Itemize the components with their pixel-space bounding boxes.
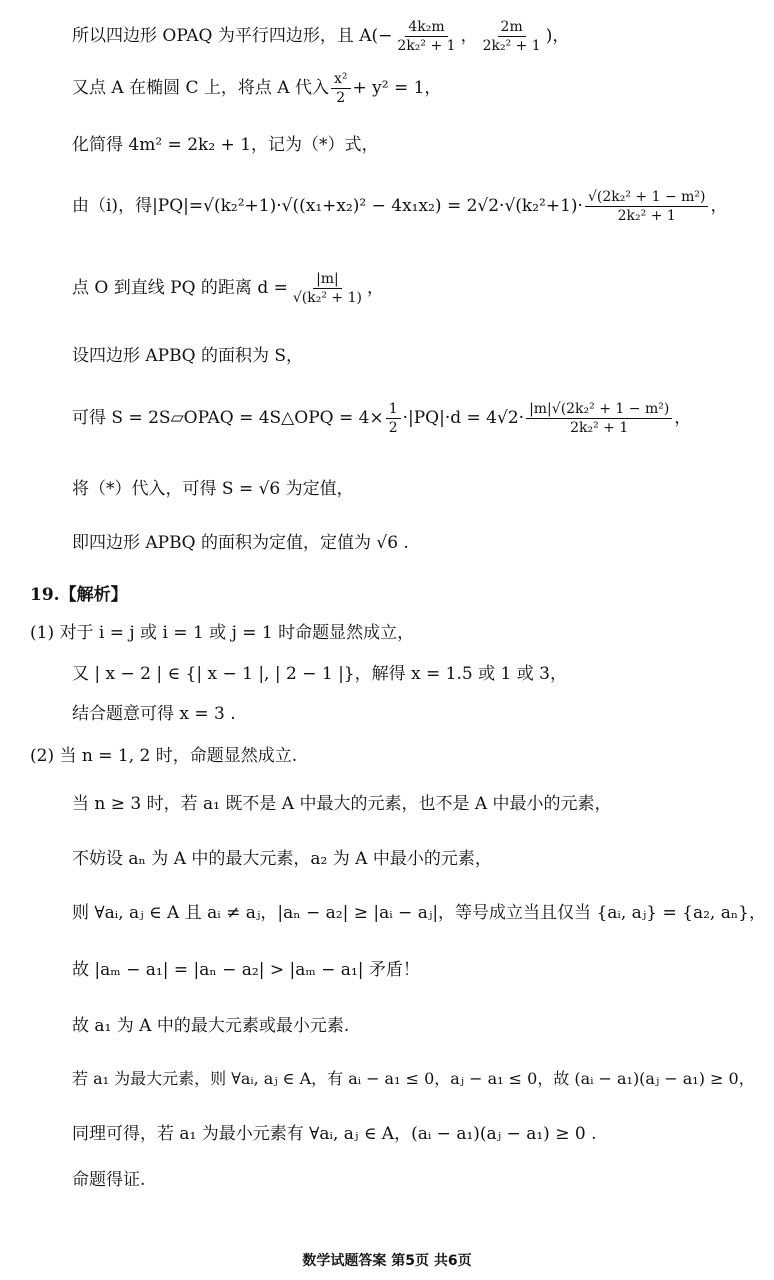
line-pq-length: 由（i)，得|PQ|=√(k₂²+1)·√((x₁+x₂)² − 4x₁x₂) = 2√2·√(k₂²+1)· $\frac{\text{√(2k₂² + 1 − m²)}}{\text{2k₂² + 1}}$ ， bbox=[72, 189, 728, 224]
fraction: $\frac{1}{2}$ bbox=[386, 402, 401, 435]
line-substitute: 又点 A 在椭圆 C 上，将点 A 代入 $\frac{\text{x²}}{2}$ + y² = 1， bbox=[72, 71, 442, 106]
fraction: $\frac{\text{x²}}{2}$ bbox=[331, 72, 351, 105]
line-parallelogram: 所以四边形 OPAQ 为平行四边形，且 A(− $\frac{\text{4k₂m}}{\text{2k₂² + 1}}$ ， $\frac{2m}{\text{2k₂² + 1}}$ )， bbox=[72, 19, 570, 54]
part2-line6: 故 a₁ 为 A 中的最大元素或最小元素. bbox=[72, 1016, 350, 1036]
part1-line1: (1) 对于 i = j 或 i = 1 或 j = 1 时命题显然成立， bbox=[30, 623, 415, 643]
part2-line1: (2) 当 n = 1, 2 时，命题显然成立. bbox=[30, 746, 298, 766]
line-area-def: 设四边形 APBQ 的面积为 S， bbox=[72, 346, 304, 366]
fraction: $\frac{\text{|m|√(2k₂² + 1 − m²)}}{\text{2k₂² + 1}}$ bbox=[526, 402, 672, 435]
part2-line5: 故 |aₘ − a₁| = |aₙ − a₂| > |aₘ − a₁| 矛盾！ bbox=[72, 960, 420, 980]
section-heading: 19.【解析】 bbox=[30, 585, 128, 605]
fraction: $\frac{\text{4k₂m}}{\text{2k₂² + 1}}$ bbox=[397, 19, 456, 54]
part2-line2: 当 n ≥ 3 时，若 a₁ 既不是 A 中最大的元素，也不是 A 中最小的元素， bbox=[72, 794, 612, 814]
part2-line8: 同理可得，若 a₁ 为最小元素有 ∀aᵢ, aⱼ ∈ A，(aᵢ − a₁)(aⱼ − a₁) ≥ 0 . bbox=[72, 1124, 597, 1144]
part2-line9: 命题得证. bbox=[72, 1170, 146, 1190]
part2-line4: 则 ∀aᵢ, aⱼ ∈ A 且 aᵢ ≠ aⱼ，|aₙ − a₂| ≥ |aᵢ − aⱼ|，等号成立当且仅当 {aᵢ, aⱼ} = {a₂, aₙ}， bbox=[72, 903, 767, 923]
fraction: $\frac{2m}{\text{2k₂² + 1}}$ bbox=[482, 19, 541, 54]
part2-line3: 不妨设 aₙ 为 A 中的最大元素，a₂ 为 A 中最小的元素， bbox=[72, 849, 492, 869]
part1-line3: 结合题意可得 x = 3 . bbox=[72, 704, 236, 724]
line-distance: 点 O 到直线 PQ 的距离 d = $\frac{|m|}{\text{√(k₂² + 1)}}$ ， bbox=[72, 271, 384, 306]
line-substitute-star: 将（*）代入，可得 S = √6 为定值， bbox=[72, 479, 354, 499]
line-area-formula: 可得 S = 2S▱OPAQ = 4S△OPQ = 4× $\frac{1}{2}$ ·|PQ|·d = 4√2· $\frac{\text{|m|√(2k₂² + 1 − m²)}}{\text{2k₂² + 1}}$ ， bbox=[72, 401, 692, 436]
fraction: $\frac{\text{√(2k₂² + 1 − m²)}}{\text{2k₂² + 1}}$ bbox=[585, 190, 709, 223]
part2-line7: 若 a₁ 为最大元素，则 ∀aᵢ, aⱼ ∈ A，有 aᵢ − a₁ ≤ 0，aⱼ − a₁ ≤ 0，故 (aᵢ − a₁)(aⱼ − a₁) ≥ 0， bbox=[72, 1069, 755, 1088]
line-conclusion: 即四边形 APBQ 的面积为定值，定值为 √6 . bbox=[72, 533, 409, 553]
line-simplify: 化简得 4m² = 2k₂ + 1，记为（*）式， bbox=[72, 135, 379, 155]
part1-line2: 又 | x − 2 | ∈ {| x − 1 |, | 2 − 1 |}，解得 x = 1.5 或 1 或 3， bbox=[72, 664, 567, 684]
fraction: $\frac{|m|}{\text{√(k₂² + 1)}}$ bbox=[292, 271, 362, 306]
page-footer: 数学试题答案 第5页 共6页 bbox=[302, 1253, 472, 1269]
